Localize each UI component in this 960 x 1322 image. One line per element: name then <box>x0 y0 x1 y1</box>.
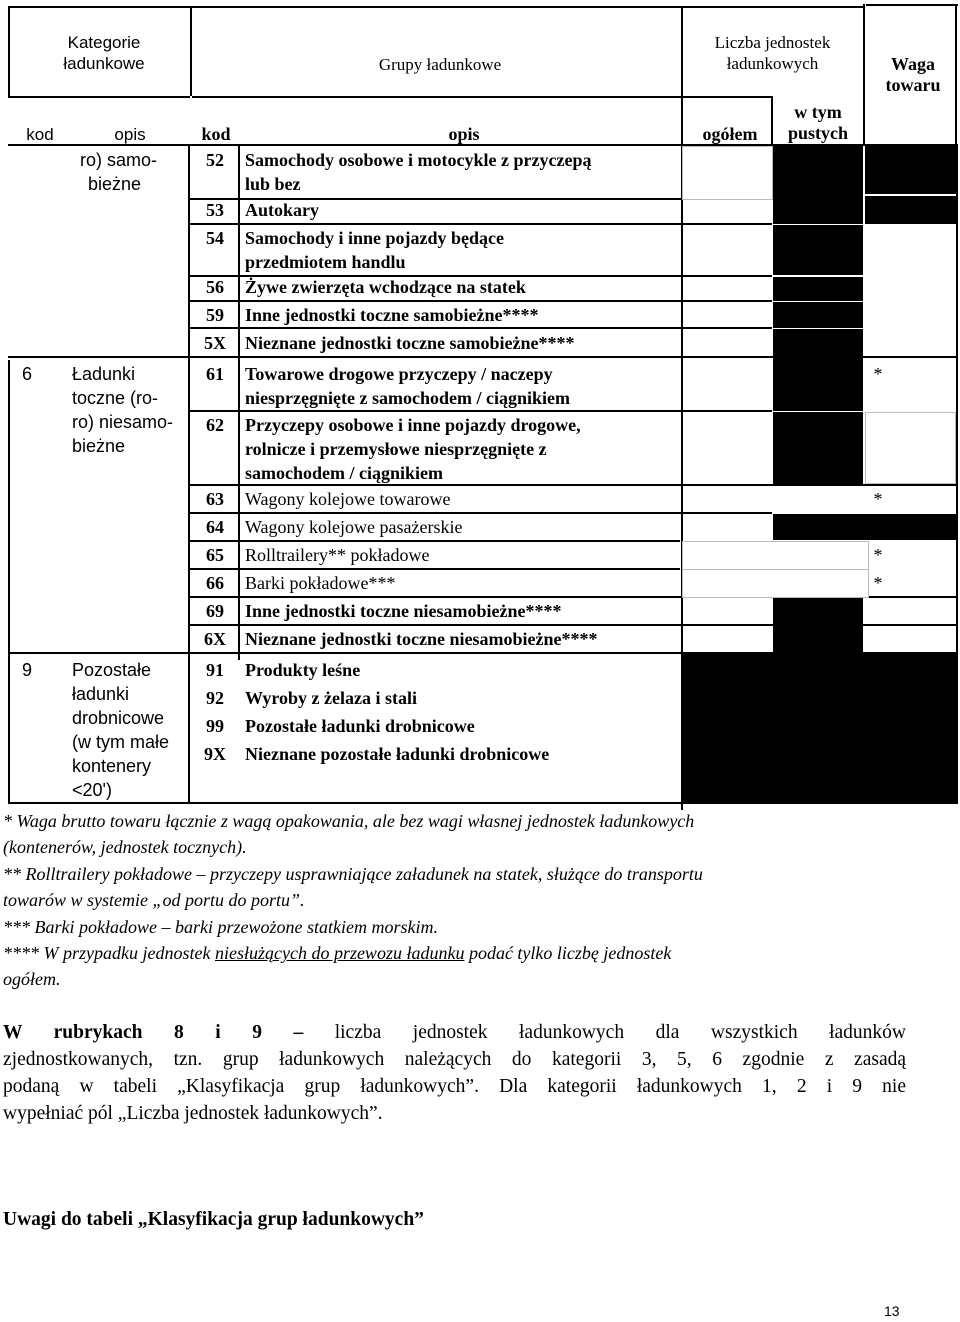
row-kod: 9X <box>204 744 226 764</box>
shaded-cell <box>773 358 863 411</box>
footnote-4-a: **** W przypadku jednostek <box>3 943 215 963</box>
row-opis: Samochody osobowe i motocykle z przyczepą <box>245 150 592 170</box>
grid-line <box>863 4 865 144</box>
row-kod: 92 <box>206 688 224 708</box>
shaded-cell <box>773 412 863 484</box>
paragraph-line-3: podaną w tabeli „Klasyfikacja grup ładunkowych”. Dla kategorii ładunkowych 1, 2 i 9 nie <box>3 1076 906 1097</box>
grid-line <box>955 4 957 144</box>
waga-star: * <box>873 489 883 509</box>
page-number: 13 <box>884 1303 900 1319</box>
paragraph-line-1 <box>3 1019 906 1046</box>
header-kategorie: Kategorie ładunkowe <box>63 33 145 73</box>
row-opis: Przyczepy osobowe i inne pojazdy drogowe, <box>245 415 581 435</box>
waga-star: * <box>873 545 883 565</box>
category-9-kod: 9 <box>22 660 33 680</box>
row-opis: Nieznane pozostałe ładunki drobnicowe <box>245 744 550 764</box>
grid-line <box>190 512 772 514</box>
grid-line <box>190 327 772 329</box>
grid-line <box>956 144 958 804</box>
row-kod: 64 <box>206 517 224 537</box>
grid-line <box>8 360 10 804</box>
row-kod: 53 <box>206 200 224 220</box>
category-9-line: (w tym małe <box>72 732 170 752</box>
row-opis: Wagony kolejowe towarowe <box>245 489 451 509</box>
row-opis: samochodem / ciągnikiem <box>245 463 443 483</box>
shaded-cell <box>773 329 863 356</box>
header-opis-1: opis <box>114 125 146 144</box>
row-opis: Żywe zwierzęta wchodzące na statek <box>245 277 526 297</box>
row-kod: 66 <box>206 573 224 593</box>
row-opis: Rolltrailery** pokładowe <box>245 545 430 565</box>
row-opis: Produkty leśne <box>245 660 361 680</box>
category-6-line: Ładunki <box>72 364 136 384</box>
footnote-4-b: podać tylko liczbę jednostek <box>464 943 672 963</box>
row-kod: 63 <box>206 489 224 509</box>
row-kod: 59 <box>206 305 224 325</box>
row-opis: Nieznane jednostki toczne niesamobieżne**** <box>245 629 598 649</box>
row-opis: Inne jednostki toczne niesamobieżne**** <box>245 601 562 621</box>
category-9-line: ładunki <box>72 684 130 704</box>
shaded-cell <box>773 514 956 540</box>
row-kod: 56 <box>206 277 224 297</box>
header-kod-2: kod <box>201 124 231 144</box>
paragraph-line-4: wypełniać pól „Liczba jednostek ładunkowych”. <box>3 1103 383 1124</box>
grid-line <box>190 568 680 570</box>
shaded-cell <box>773 626 863 652</box>
category-6-kod: 6 <box>22 364 33 384</box>
row-opis: przedmiotem handlu <box>245 252 406 272</box>
paragraph-line-1-rest: liczba jednostek ładunkowych dla wszystkich ładunków <box>303 1022 906 1043</box>
row-kod: 54 <box>206 228 224 248</box>
footnote-4-underlined: niesłużących do przewozu ładunku <box>214 943 465 963</box>
shaded-cell <box>773 225 863 275</box>
empty-cell <box>865 412 956 484</box>
header-waga: Waga towaru <box>885 54 941 95</box>
row-opis: Nieznane jednostki toczne samobieżne**** <box>245 333 575 353</box>
row-kod: 52 <box>206 150 224 170</box>
footnote-2: ** Rolltrailery pokładowe – przyczepy usprawniające załadunek na statek, służące do transportu <box>3 864 703 884</box>
grid-line <box>188 144 190 804</box>
footnote-4-cont: ogółem. <box>3 969 61 989</box>
row-opis: Wyroby z żelaza i stali <box>245 688 417 708</box>
footnote-4 <box>3 940 908 966</box>
row-kod: 62 <box>206 415 224 435</box>
grid-line <box>238 144 240 660</box>
row-opis: lub bez <box>245 174 301 194</box>
grid-line <box>866 4 958 6</box>
header-grupy: Grupy ładunkowe <box>378 55 502 74</box>
row-opis: rolnicze i przemysłowe niesprzęgnięte z <box>245 439 547 459</box>
footnote-1-cont: (kontenerów, jednostek tocznych). <box>3 837 247 857</box>
grid-line <box>190 6 192 96</box>
grid-line <box>8 96 190 98</box>
shaded-cell <box>773 200 863 224</box>
header-ogolem: ogółem <box>702 124 758 144</box>
category-9-line: <20') <box>72 780 112 800</box>
row-opis: niesprzęgnięte z samochodem / ciągnikiem <box>245 388 570 408</box>
row-opis: Autokary <box>245 200 320 220</box>
shaded-cell <box>773 598 863 624</box>
header-w-tym-pustych: w tym pustych <box>787 102 849 143</box>
row-kod: 91 <box>206 660 224 680</box>
category-9-line: drobnicowe <box>72 708 165 728</box>
empty-cell <box>682 541 869 570</box>
row-opis: Barki pokładowe*** <box>245 573 396 593</box>
row-opis: Wagony kolejowe pasażerskie <box>245 517 463 537</box>
grid-line <box>192 96 772 98</box>
row-kod: 6X <box>204 629 226 649</box>
grid-line <box>190 540 680 542</box>
shaded-cell <box>865 146 956 194</box>
paragraph-line-2: zjednostkowanych, tzn. grup ładunkowych należących do kategorii 3, 5, 6 zgodnie z zasadą <box>3 1049 906 1070</box>
footnote-1: * Waga brutto towaru łącznie z wagą opakowania, ale bez wagi własnej jednostek ładunkowych <box>3 811 695 831</box>
waga-star: * <box>873 573 883 593</box>
footnote-2-cont: towarów w systemie „od portu do portu”. <box>3 890 305 910</box>
category-9-line: kontenery <box>72 756 152 776</box>
row-kod: 65 <box>206 545 224 565</box>
row-kod: 69 <box>206 601 224 621</box>
shaded-cell <box>773 146 863 200</box>
category-9-line: Pozostałe <box>72 660 152 680</box>
shaded-cell <box>773 277 863 301</box>
row-opis: Towarowe drogowe przyczepy / naczepy <box>245 364 553 384</box>
category-6-line: toczne (ro- <box>72 388 159 408</box>
paragraph-bold: W rubrykach 8 i 9 – <box>3 1022 304 1043</box>
row-kod: 99 <box>206 716 224 736</box>
shaded-cell <box>773 302 863 328</box>
row-opis: Inne jednostki toczne samobieżne**** <box>245 305 539 325</box>
grid-line <box>8 6 190 8</box>
header-opis-2: opis <box>448 124 480 144</box>
grid-line <box>190 410 772 412</box>
grid-line <box>190 300 772 302</box>
row-kod: 61 <box>206 364 224 384</box>
shaded-cell <box>865 196 956 224</box>
row-opis: Pozostałe ładunki drobnicowe <box>245 716 475 736</box>
waga-star: * <box>873 364 883 384</box>
section-heading: Uwagi do tabeli „Klasyfikacja grup ładunkowych” <box>3 1209 424 1230</box>
category-5-cont-line1: ro) samo- <box>80 150 158 170</box>
row-opis: Samochody i inne pojazdy będące <box>245 228 505 248</box>
grid-line <box>8 802 958 804</box>
grid-line <box>192 6 864 8</box>
grid-line <box>190 223 772 225</box>
empty-cell <box>682 569 869 598</box>
category-6-line: bieżne <box>72 436 126 456</box>
row-kod: 5X <box>204 333 226 353</box>
grid-line <box>8 6 10 96</box>
shaded-cell <box>683 654 956 802</box>
header-kod-1: kod <box>26 125 54 144</box>
grid-line <box>771 96 773 146</box>
footnote-3: *** Barki pokładowe – barki przewożone statkiem morskim. <box>3 917 438 937</box>
category-6-line: ro) niesamo- <box>72 412 174 432</box>
empty-cell <box>682 146 773 200</box>
category-5-cont-line2: bieżne <box>88 174 142 194</box>
header-liczba: Liczba jednostek ładunkowych <box>714 33 831 73</box>
